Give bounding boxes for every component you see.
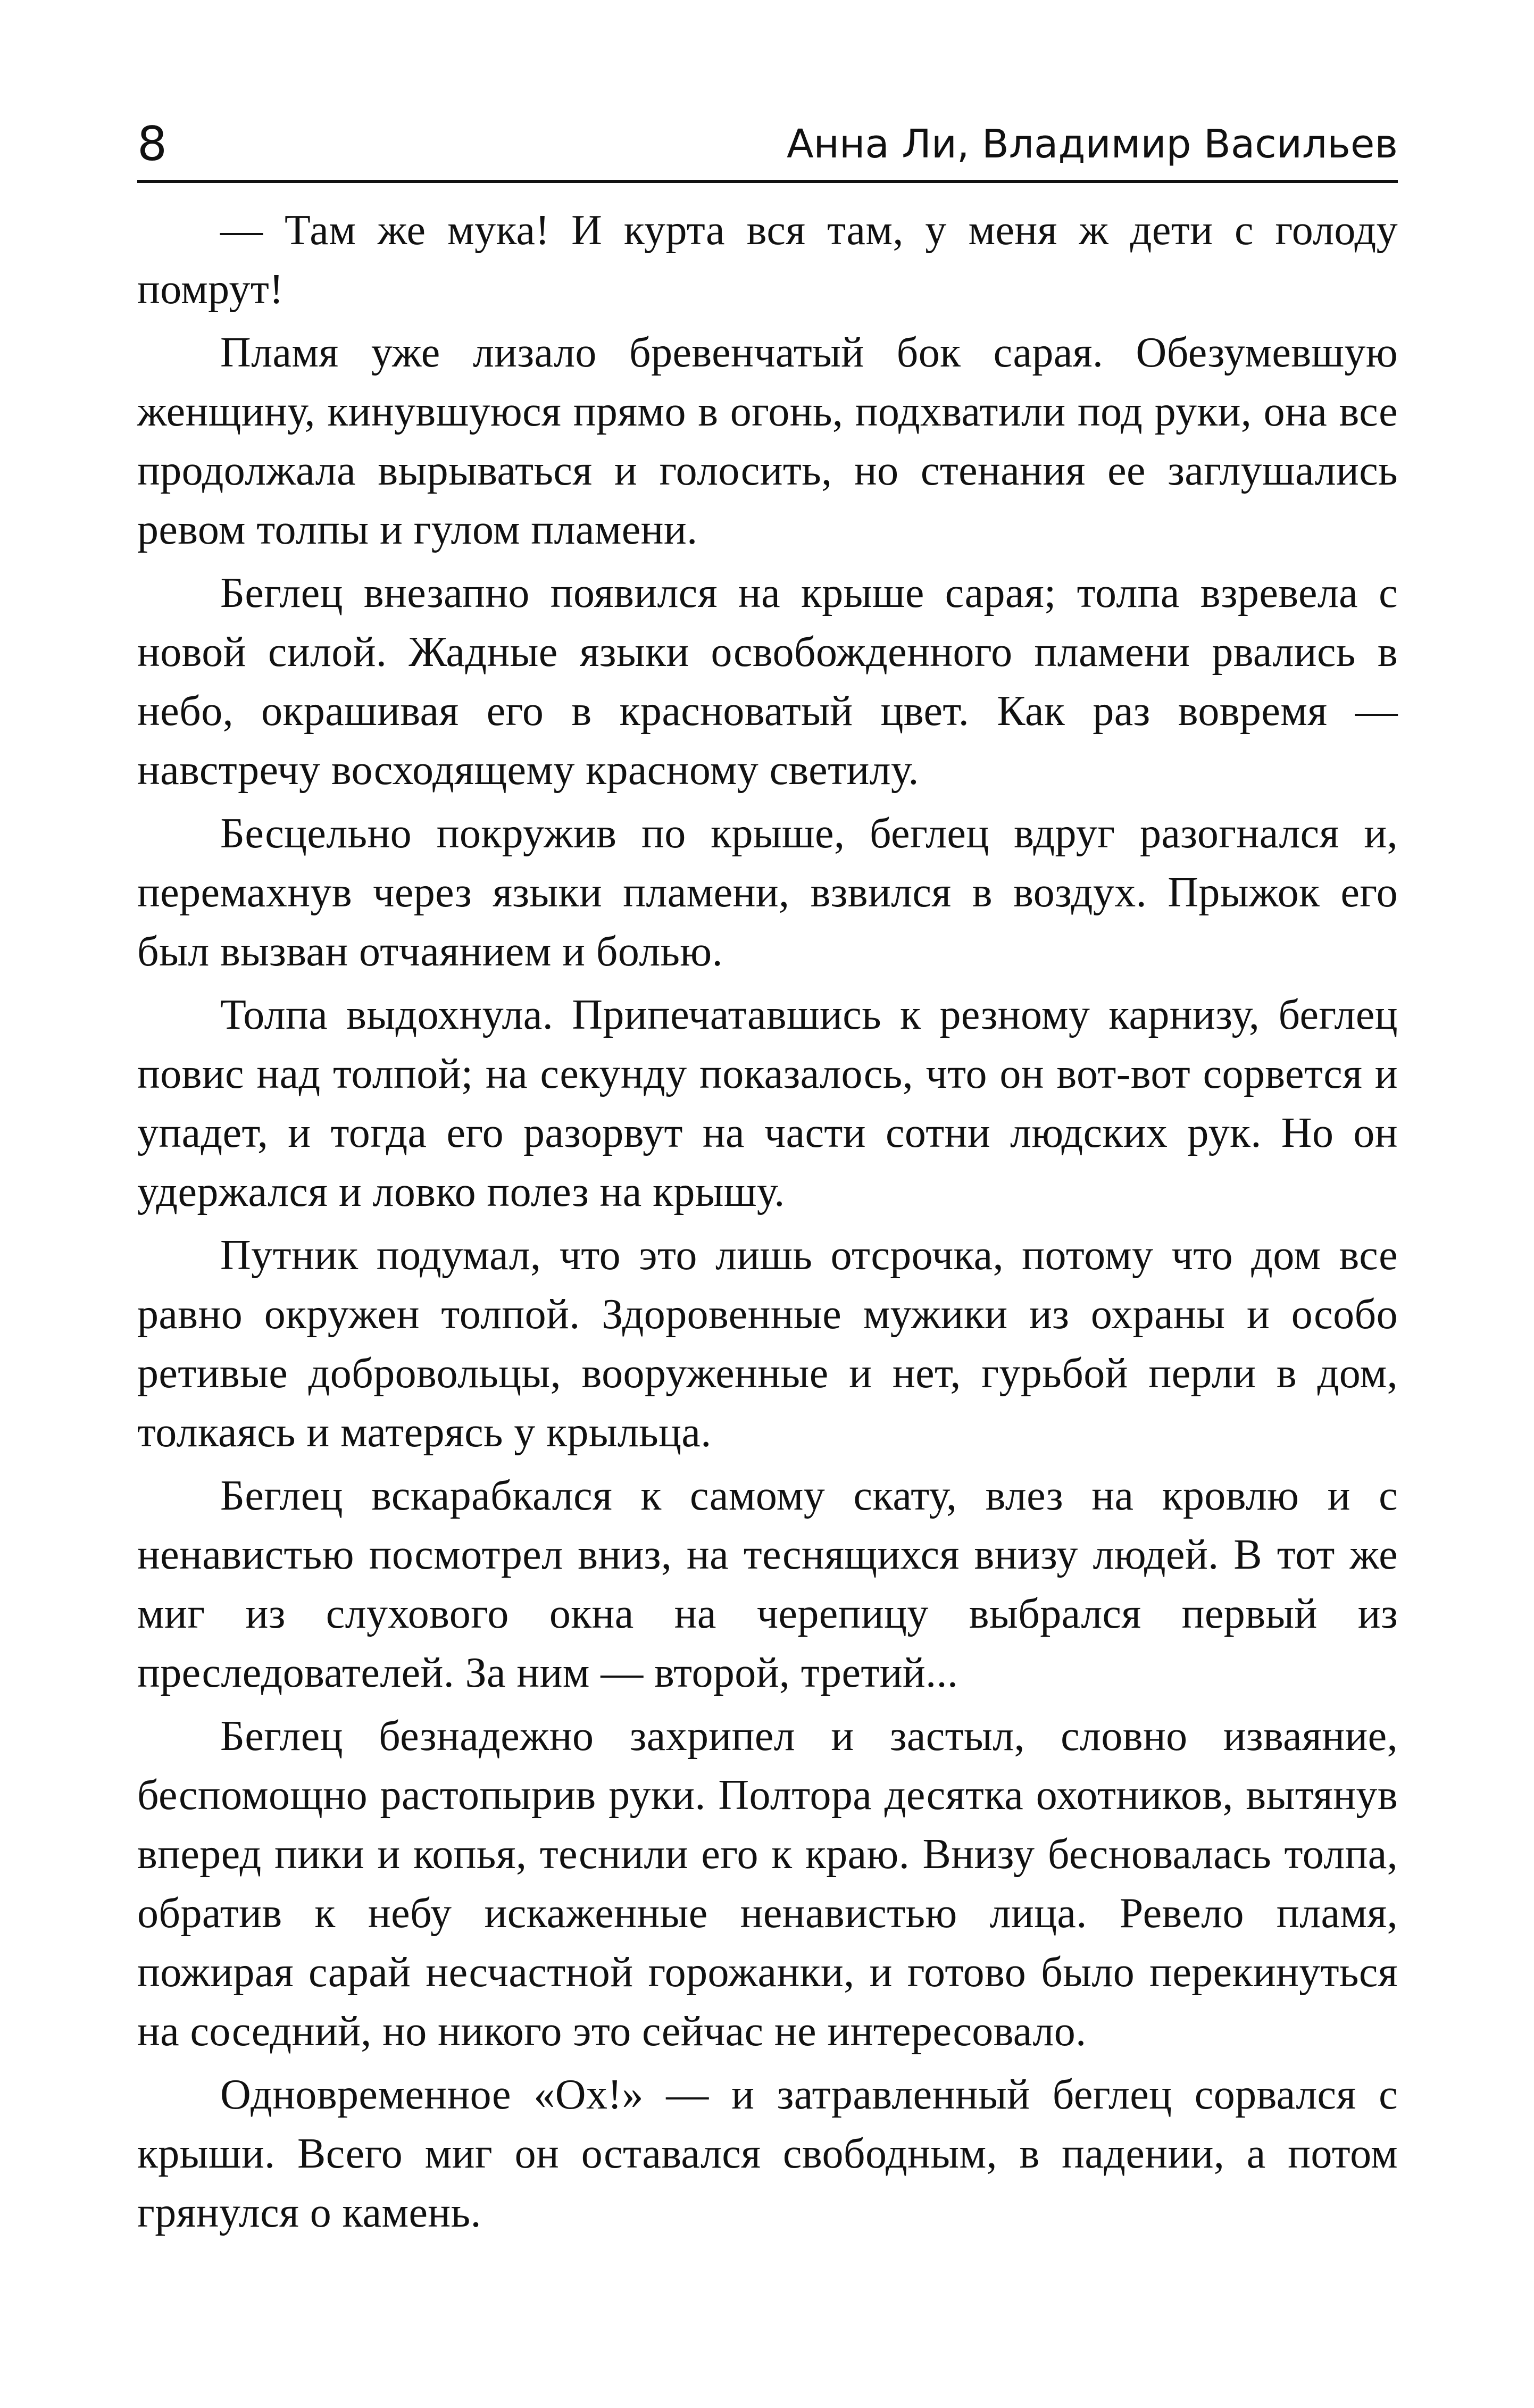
paragraph: Одновременное «Ох!» — и затравленный беглец сорвался с крыши. Всего миг он оставался свободным, в падении, а потом грянулся о камень.	[137, 2071, 1398, 2236]
paragraph: Путник подумал, что это лишь отсрочка, потому что дом все равно окружен толпой. Здоровенные мужики из охраны и особо ретивые добровольцы, вооруженные и нет, гурьбой перли в дом, толкаясь и матерясь у крыльца.	[137, 1232, 1398, 1456]
body-text	[137, 201, 1398, 2247]
page-number: 8	[137, 116, 167, 171]
paragraph: Беглец вскарабкался к самому скату, влез на кровлю и с ненавистью посмотрел вниз, на теснящихся внизу людей. В тот же миг из слухового окна на черепицу выбрался первый из преследователей. За ним — второй, третий...	[137, 1472, 1398, 1696]
paragraph: Беглец безнадежно захрипел и застыл, словно изваяние, беспомощно растопырив руки. Полтора десятка охотников, вытянув вперед пики и копья, теснили его к краю. Внизу бесновалась толпа, обратив к небу искаженные ненавистью лица. Ревело пламя, пожирая сарай несчастной горожанки, и готово было перекинуться на соседний, но никого это сейчас не интересовало.	[137, 1713, 1398, 2055]
paragraph: Пламя уже лизало бревенчатый бок сарая. Обезумевшую женщину, кинувшуюся прямо в огонь, подхватили под руки, она все продолжала вырываться и голосить, но стенания ее заглушались ревом толпы и гулом пламени.	[137, 329, 1398, 553]
paragraph: Бесцельно покружив по крыше, беглец вдруг разогнался и, перемахнув через языки пламени, взвился в воздух. Прыжок его был вызван отчаянием и болью.	[137, 810, 1398, 975]
page-header	[137, 115, 1398, 179]
running-title: Анна Ли, Владимир Васильев	[786, 121, 1398, 167]
paragraph: Толпа выдохнула. Припечатавшись к резному карнизу, беглец повис над толпой; на секунду показалось, что он вот-вот сорвется и упадет, и тогда его разорвут на части сотни людских рук. Но он удержался и ловко полез на крышу.	[137, 991, 1398, 1215]
paragraph: — Там же мука! И курта вся там, у меня ж дети с голоду помрут!	[137, 207, 1398, 313]
header-rule	[137, 180, 1398, 183]
paragraph: Беглец внезапно появился на крыше сарая; толпа взревела с новой силой. Жадные языки освобожденного пламени рвались в небо, окрашивая его в красноватый цвет. Как раз вовремя — навстречу восходящему красному светилу.	[137, 570, 1398, 794]
